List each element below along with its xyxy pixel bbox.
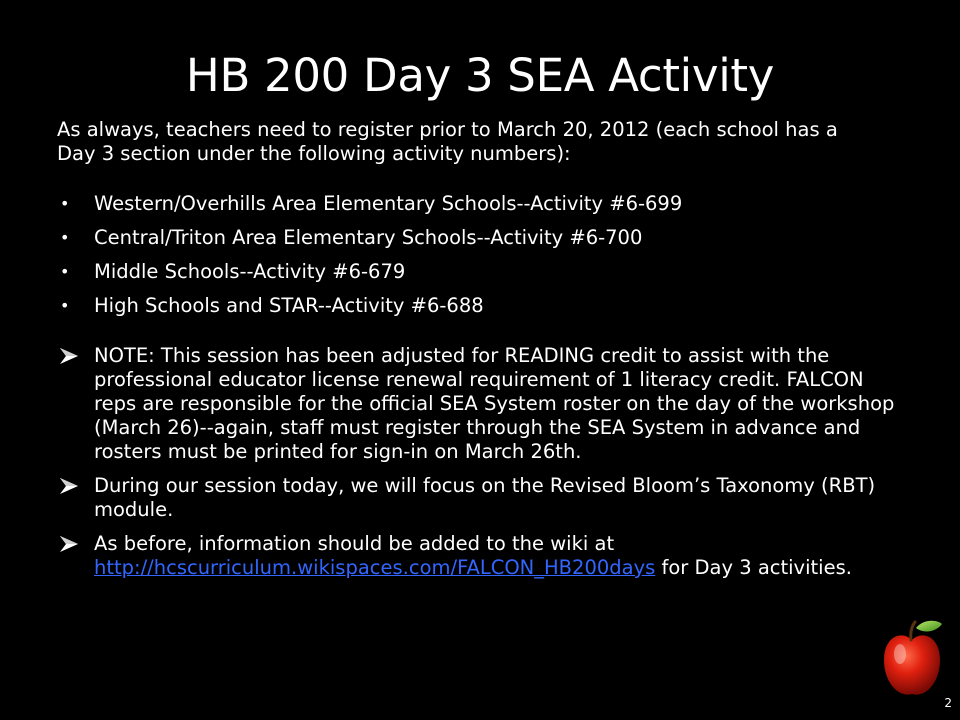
note-text: NOTE: This session has been adjusted for READING credit to assist with the professional educator license renewal requirement of 1 literacy credit. FALCON reps are responsible for the official SEA System roster on the day of the workshop (March 26)--again, staff must register through the SEA System in advance and rosters must be printed for sign-in on March 26th. [94,344,895,463]
note-text-before: As before, information should be added to the wiki at [94,532,615,555]
note-item [57,532,897,580]
list-item [57,192,897,216]
note-text-after: for Day 3 activities. [655,556,852,579]
slide-title: HB 200 Day 3 SEA Activity [185,49,775,102]
list-item [57,226,897,250]
notes-list [57,344,897,590]
list-item [57,260,897,284]
list-item-text: High Schools and STAR--Activity #6-688 [94,294,484,317]
note-item [57,344,897,464]
bullet-dot-icon: • [60,194,70,213]
arrow-bullet-icon [57,474,81,498]
bullet-dot-icon: • [60,296,70,315]
activity-list [57,192,897,328]
note-text: During our session today, we will focus on the Revised Bloom’s Taxonomy (RBT) module. [94,474,876,521]
list-item-text: Middle Schools--Activity #6-679 [94,260,406,283]
bullet-dot-icon: • [60,262,70,281]
page-number: 2 [944,696,952,710]
intro-text: As always, teachers need to register prior to March 20, 2012 (each school has a Day 3 section under the following activity numbers): [57,118,838,165]
bullet-dot-icon: • [60,228,70,247]
note-item [57,474,897,522]
wiki-link[interactable]: http://hcscurriculum.wikispaces.com/FALCON_HB200days [94,556,656,579]
list-item-text: Western/Overhills Area Elementary Schools--Activity #6-699 [94,192,683,215]
arrow-bullet-icon [57,532,81,556]
list-item-text: Central/Triton Area Elementary Schools--Activity #6-700 [94,226,643,249]
arrow-bullet-icon [57,344,81,368]
apple-icon [880,616,944,700]
list-item [57,294,897,318]
